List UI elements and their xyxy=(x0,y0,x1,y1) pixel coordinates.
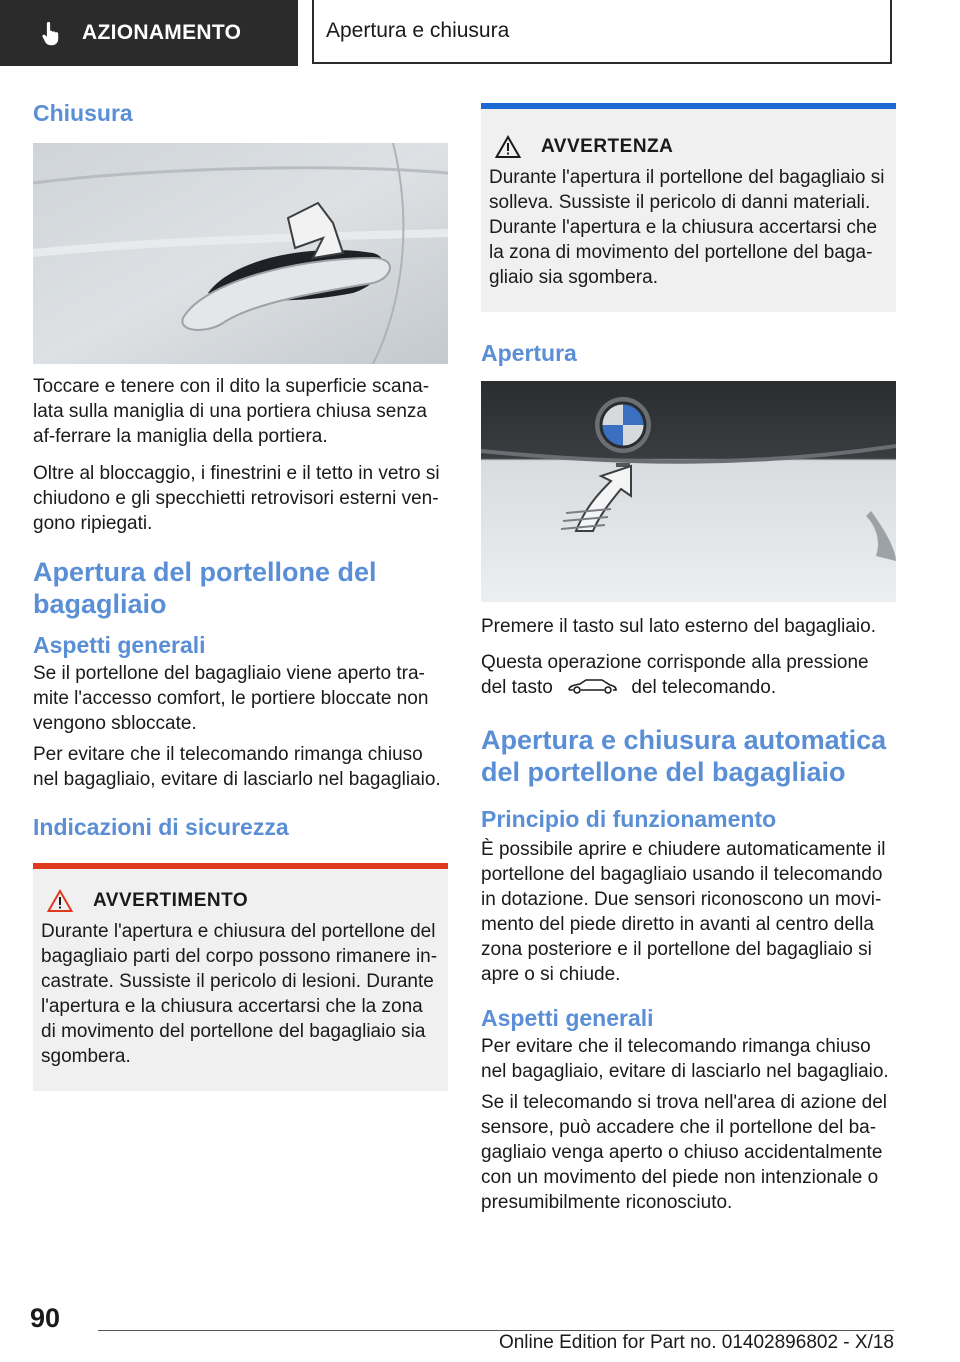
footer-edition: Online Edition for Part no. 01402896802 - X/18 xyxy=(498,1332,894,1353)
paragraph-closing-2: Oltre al bloccaggio, i finestrini e il tetto in vetro si chiudono e gli specchietti retrovisori esterni ven-gono ripiegati. xyxy=(33,463,440,534)
tailgate-button-image xyxy=(481,381,896,602)
chapter-title: Apertura e chiusura xyxy=(326,19,510,42)
heading-auto-tailgate: Apertura e chiusura automatica del portellone del bagagliaio xyxy=(481,725,887,787)
page-header xyxy=(0,0,960,66)
paragraph-opening-1: Premere il tasto sul lato esterno del bagagliaio. xyxy=(481,616,877,637)
paragraph-general-2: Per evitare che il telecomando rimanga chiuso nel bagagliaio, evitare di lasciarlo nel bagagliaio. xyxy=(33,744,441,790)
hand-pointer-icon xyxy=(38,19,66,47)
caution-text: Durante l'apertura il portellone del bagagliaio si solleva. Sussiste il pericolo di danni materiali. Durante l'apertura e la chiusura accertarsi che la zona di movimento del portellone del baga-gliaio sia sgombera. xyxy=(489,167,885,288)
heading-closing: Chiusura xyxy=(33,100,133,126)
warning-title: AVVERTIMENTO xyxy=(93,890,249,911)
page-number: 90 xyxy=(30,1303,61,1333)
paragraph-opening-2-start: Questa operazione corrisponde alla pressione del tasto xyxy=(481,652,869,698)
section-tab xyxy=(0,0,298,66)
footer-divider xyxy=(98,1330,894,1331)
caution-title: AVVERTENZA xyxy=(541,136,674,157)
heading-opening: Apertura xyxy=(481,340,577,366)
paragraph-opening-2 xyxy=(481,650,896,700)
paragraph-general2-2: Se il telecomando si trova nell'area di azione del sensore, può accadere che il portellone del ba-gagliaio venga aperto o chiuso accidentalmente con un movimento del piede non intenzionale o presumibilmente riconosciuto. xyxy=(481,1092,888,1213)
left-column xyxy=(33,100,448,1091)
right-column xyxy=(481,103,896,1215)
door-handle-image xyxy=(33,143,448,364)
paragraph-closing-1: Toccare e tenere con il dito la superficie scana-lata sulla maniglia di una portiera chiusa senza af-ferrare la maniglia della portiera. xyxy=(33,376,430,447)
warning-box xyxy=(33,863,448,1091)
door-handle-illustration xyxy=(33,143,448,364)
heading-general-aspects: Aspetti generali xyxy=(33,632,206,658)
heading-tailgate-opening: Apertura del portellone del bagagliaio xyxy=(33,557,377,619)
heading-principle: Principio di funzionamento xyxy=(481,806,777,832)
chapter-tab xyxy=(312,0,892,64)
tailgate-button-illustration xyxy=(481,381,896,602)
car-trunk-icon xyxy=(566,677,618,695)
paragraph-general2-1: Per evitare che il telecomando rimanga chiuso nel bagagliaio, evitare di lasciarlo nel bagagliaio. xyxy=(481,1036,889,1082)
paragraph-principle: È possibile aprire e chiudere automaticamente il portellone del bagagliaio usando il telecomando in dotazione. Due sensori riconoscono un movi-mento del piede diretto in avanti al centro della zona posteriore e il portellone del bagagliaio si apre o si chiude. xyxy=(481,839,886,985)
heading-general-aspects-2: Aspetti generali xyxy=(481,1005,654,1031)
paragraph-general-1: Se il portellone del bagagliaio viene aperto tra-mite l'accesso comfort, le portiere bloccate non vengono sbloccate. xyxy=(33,663,429,734)
paragraph-opening-2-end: del telecomando. xyxy=(631,677,777,698)
caution-triangle-icon xyxy=(495,135,521,159)
warning-text: Durante l'apertura e chiusura del portellone del bagagliaio parti del corpo possono rimanere in-castrate. Sussiste il pericolo di lesioni. Durante l'apertura e la chiusura accertarsi che la zona di movimento del portellone del bagagliaio sia sgombera. xyxy=(41,921,438,1067)
warning-triangle-icon xyxy=(47,889,73,913)
caution-box xyxy=(481,103,896,312)
heading-safety: Indicazioni di sicurezza xyxy=(33,814,289,840)
section-title: AZIONAMENTO xyxy=(82,21,242,44)
